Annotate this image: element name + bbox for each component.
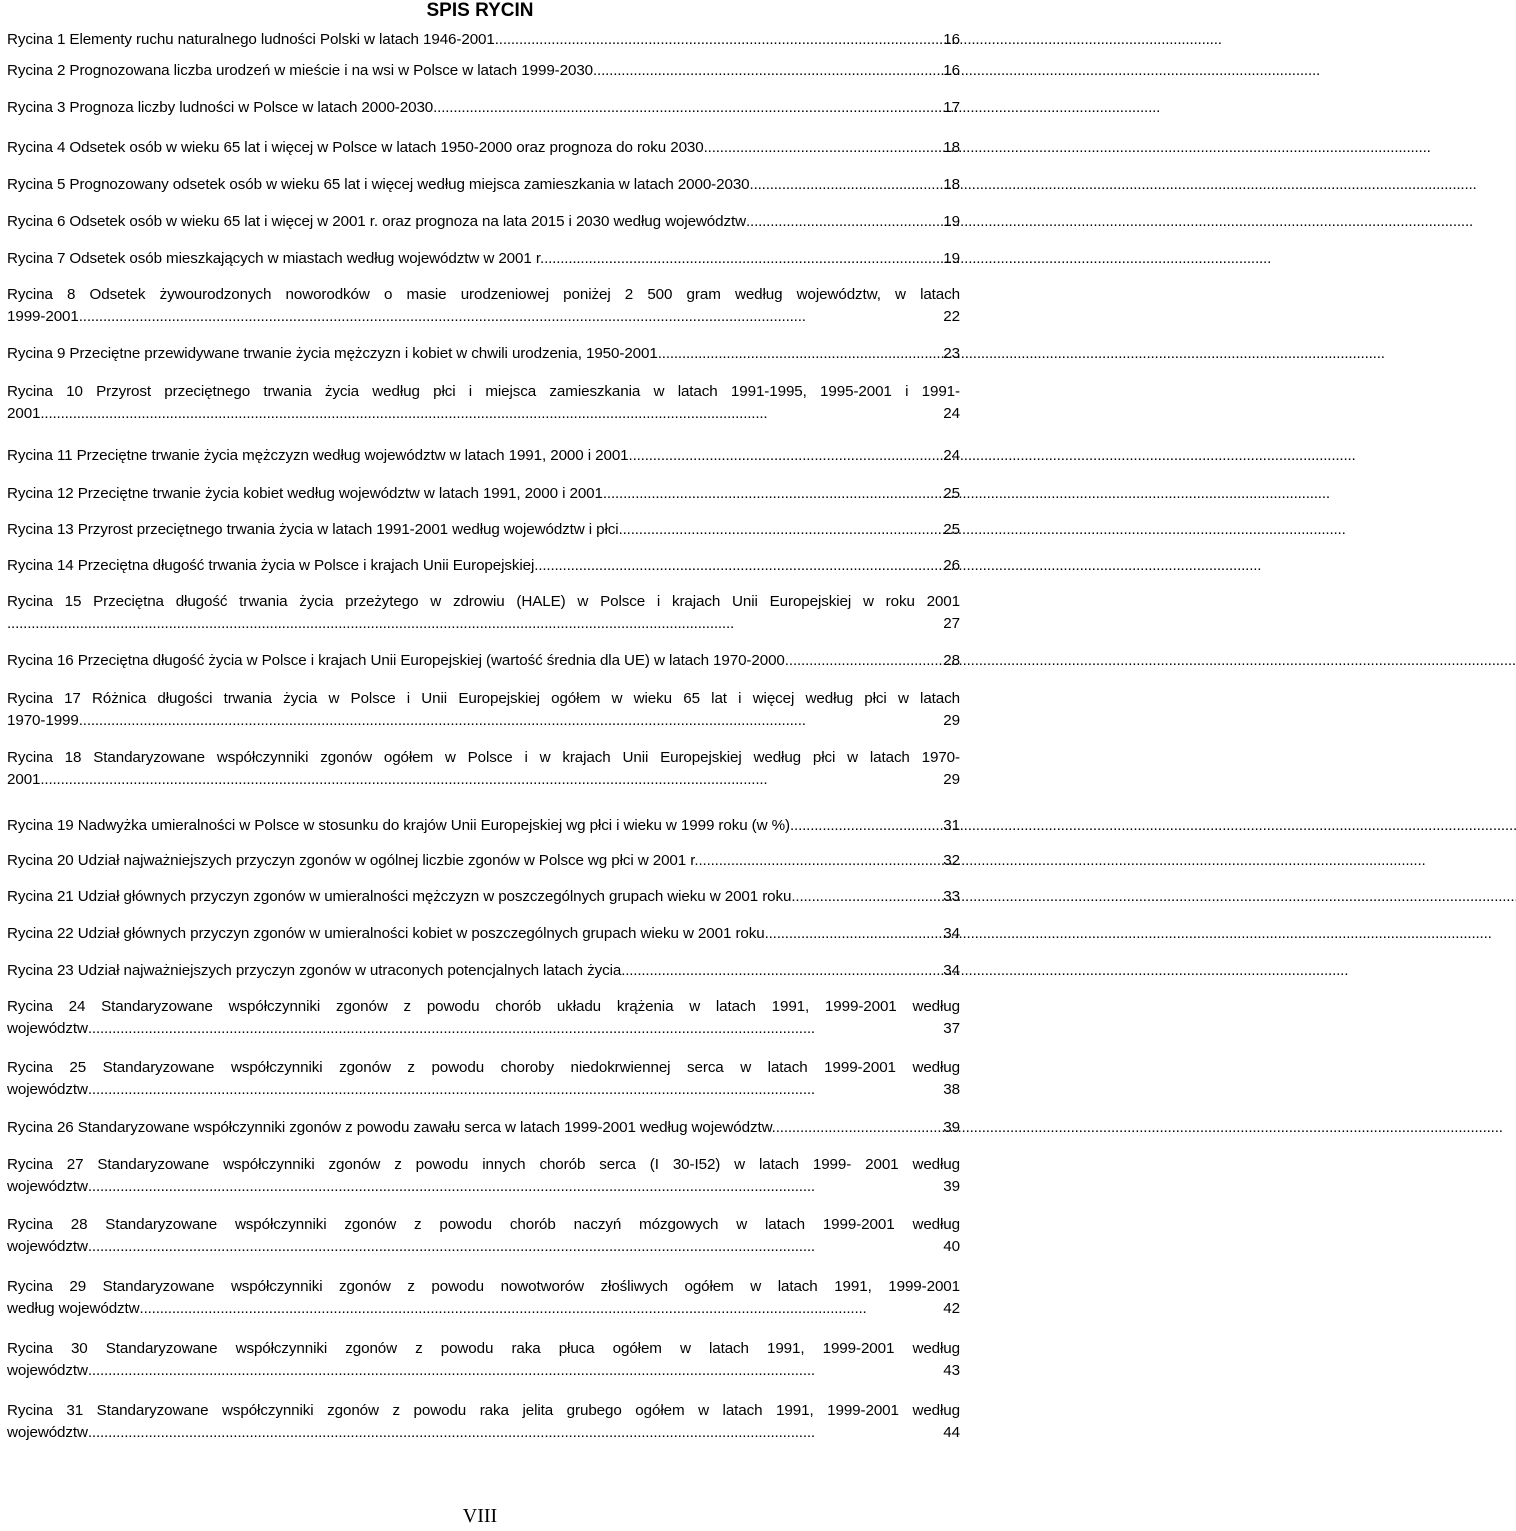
- dot-leader: [658, 343, 941, 365]
- dot-leader: [544, 248, 940, 270]
- toc-entry[interactable]: [7, 1057, 960, 1101]
- toc-entry[interactable]: [7, 1154, 960, 1198]
- toc-entry-label: Rycina 22 Udział głównych przyczyn zgonów w umieralności kobiet w poszczególnych grupach wieku w 2001 roku: [7, 925, 765, 942]
- toc-entry-row: [7, 1117, 960, 1139]
- toc-entry-label: Rycina 16 Przeciętna długość życia w Polsce i krajach Unii Europejskiej (wartość średnia dla UE) w latach 1970-2000.: [7, 652, 789, 669]
- dot-leader: [790, 815, 940, 837]
- toc-entry-label: Rycina 1 Elementy ruchu naturalnego ludności Polski w latach 1946-2001: [7, 31, 495, 48]
- toc-entry[interactable]: [7, 960, 960, 982]
- toc-entry-label: Rycina 2 Prognozowana liczba urodzeń w mieście i na wsi w Polsce w latach 1999-2030: [7, 62, 594, 79]
- dot-leader: [704, 137, 941, 159]
- toc-entry-row: [7, 1298, 960, 1320]
- toc-entry-title-line: Rycina 31 Standaryzowane współczynniki zgonów z powodu raka jelita grubego ogółem w latach 1991, 1999-2001 według: [7, 1402, 960, 1419]
- dot-leader: [791, 886, 940, 908]
- toc-entry-title-line: Rycina 24 Standaryzowane współczynniki zgonów z powodu chorób układu krążenia w latach 1991, 1999-2001 według: [7, 998, 960, 1015]
- toc-entry-row: [7, 613, 960, 635]
- toc-entry-page-number: 19: [943, 213, 960, 230]
- toc-entry-label: Rycina 26 Standaryzowane współczynniki zgonów z powodu zawału serca w latach 1999-2001 według województw.: [7, 1119, 776, 1136]
- dot-leader: [746, 211, 940, 233]
- toc-entry[interactable]: [7, 650, 960, 672]
- dot-leader: [699, 850, 941, 872]
- toc-entry-page-number: 18: [943, 139, 960, 156]
- toc-entry[interactable]: [7, 850, 960, 872]
- toc-entry-label: Rycina 19 Nadwyżka umieralności w Polsce w stosunku do krajów Unii Europejskiej wg płci i wieku w 1999 roku (w %): [7, 817, 790, 834]
- toc-entry[interactable]: [7, 1276, 960, 1320]
- page-number-footer: VIII: [462, 1505, 498, 1527]
- dot-leader: [765, 923, 941, 945]
- toc-entry-row: [7, 174, 960, 196]
- toc-entry-page-number: 42: [943, 1300, 960, 1317]
- toc-entry[interactable]: [7, 60, 960, 82]
- toc-entry-label: Rycina 21 Udział głównych przyczyn zgonów w umieralności mężczyzn w poszczególnych grupach wieku w 2001 roku: [7, 888, 792, 905]
- dot-leader: [88, 1176, 940, 1198]
- toc-entry[interactable]: [7, 747, 960, 791]
- toc-entry-row: [7, 60, 960, 82]
- toc-entry[interactable]: [7, 483, 960, 505]
- toc-entry-row: [7, 769, 960, 791]
- toc-entry[interactable]: [7, 343, 960, 365]
- toc-entry-page-number: 34: [943, 962, 960, 979]
- toc-entry-page-number: 38: [943, 1081, 960, 1098]
- dot-leader: [495, 29, 941, 51]
- toc-entry-page-number: 33: [943, 888, 960, 905]
- dot-leader: [79, 306, 941, 328]
- toc-entry-row: [7, 1018, 960, 1040]
- dot-leader: [40, 769, 940, 791]
- toc-entry-page-number: 39: [943, 1119, 960, 1136]
- toc-entry-row: [7, 555, 960, 577]
- toc-entry[interactable]: [7, 174, 960, 196]
- toc-entry-row: [7, 445, 960, 467]
- toc-entry[interactable]: [7, 996, 960, 1040]
- toc-entry[interactable]: [7, 519, 960, 541]
- dot-leader: [140, 1298, 941, 1320]
- toc-entry-label: województw: [7, 1178, 88, 1195]
- dot-leader: [593, 60, 940, 82]
- dot-leader: [603, 483, 940, 505]
- toc-entry[interactable]: [7, 137, 960, 159]
- toc-entry[interactable]: [7, 1400, 960, 1444]
- toc-entry[interactable]: [7, 923, 960, 945]
- dot-leader: [621, 960, 940, 982]
- toc-entry[interactable]: [7, 284, 960, 328]
- toc-entry-page-number: 31: [943, 817, 960, 834]
- toc-entry-page-number: 16: [943, 31, 960, 48]
- toc-entry-row: [7, 29, 960, 51]
- toc-entry[interactable]: [7, 97, 960, 119]
- toc-entry[interactable]: [7, 886, 960, 908]
- toc-entry-title-line: Rycina 27 Standaryzowane współczynniki zgonów z powodu innych chorób serca (I 30-I52) w latach 1999- 2001 według: [7, 1156, 960, 1173]
- page-title: SPIS RYCIN: [426, 0, 534, 21]
- toc-entry-label: Rycina 14 Przeciętna długość trwania życia w Polsce i krajach Unii Europejskiej: [7, 557, 535, 574]
- toc-entry-label: 1999-2001: [7, 308, 79, 325]
- toc-entry-page-number: 28: [943, 652, 960, 669]
- toc-entry-row: [7, 960, 960, 982]
- toc-entry-label: województw: [7, 1081, 88, 1098]
- toc-entry-page-number: 24: [943, 447, 960, 464]
- dot-leader: [88, 1236, 940, 1258]
- toc-entry-row: [7, 815, 960, 837]
- toc-entry-page-number: 29: [943, 712, 960, 729]
- toc-entry-page-number: 27: [943, 615, 960, 632]
- toc-entry[interactable]: [7, 591, 960, 635]
- toc-entry-row: [7, 211, 960, 233]
- toc-entry-page-number: 40: [943, 1238, 960, 1255]
- toc-entry-row: [7, 923, 960, 945]
- toc-entry-label: Rycina 3 Prognoza liczby ludności w Polsce w latach 2000-2030: [7, 99, 434, 116]
- toc-entry-label: według województw: [7, 1300, 140, 1317]
- toc-entry[interactable]: [7, 248, 960, 270]
- toc-entry-label: Rycina 12 Przeciętne trwanie życia kobiet według województw w latach 1991, 2000 i 2001: [7, 485, 603, 502]
- toc-entry-label: województw: [7, 1020, 88, 1037]
- toc-entry-page-number: 23: [943, 345, 960, 362]
- toc-entry-row: [7, 306, 960, 328]
- toc-entry-page-number: 43: [943, 1362, 960, 1379]
- toc-entry-row: [7, 710, 960, 732]
- toc-entry-row: [7, 483, 960, 505]
- dot-leader: [88, 1018, 940, 1040]
- toc-entry-title-line: Rycina 25 Standaryzowane współczynniki zgonów z powodu choroby niedokrwiennej serca w latach 1999-2001 według: [7, 1059, 960, 1076]
- toc-entry-label: Rycina 23 Udział najważniejszych przyczyn zgonów w utraconych potencjalnych latach życia: [7, 962, 622, 979]
- dot-leader: [629, 445, 941, 467]
- toc-entry-page-number: 44: [943, 1424, 960, 1441]
- toc-entry-row: [7, 519, 960, 541]
- toc-entry-title-line: Rycina 28 Standaryzowane współczynniki zgonów z powodu chorób naczyń mózgowych w latach 1999-2001 według: [7, 1216, 960, 1233]
- dot-leader: [88, 1422, 940, 1444]
- toc-entry[interactable]: [7, 815, 960, 837]
- toc-entry-title-line: Rycina 30 Standaryzowane współczynniki zgonów z powodu raka płuca ogółem w latach 1991, 1999-2001 według: [7, 1340, 960, 1357]
- toc-entry-row: [7, 1176, 960, 1198]
- toc-entry-row: [7, 403, 960, 425]
- toc-entry-label: Rycina 9 Przeciętne przewidywane trwanie życia mężczyzn i kobiet w chwili urodzenia, 1950-2001: [7, 345, 658, 362]
- toc-entry-label: województw: [7, 1238, 88, 1255]
- toc-entry-row: [7, 1422, 960, 1444]
- toc-entry[interactable]: [7, 1338, 960, 1382]
- toc-entry-row: [7, 343, 960, 365]
- toc-entry[interactable]: [7, 381, 960, 425]
- toc-entry-label: 2001: [7, 771, 41, 788]
- toc-entry[interactable]: [7, 555, 960, 577]
- dot-leader: [40, 403, 940, 425]
- toc-entry-label: Rycina 6 Odsetek osób w wieku 65 lat i więcej w 2001 r. oraz prognoza na lata 2015 i 2030 według województw: [7, 213, 746, 230]
- toc-entry[interactable]: [7, 1214, 960, 1258]
- toc-entry-row: [7, 137, 960, 159]
- toc-entry-title-line: Rycina 15 Przeciętna długość trwania życia przeżytego w zdrowiu (HALE) w Polsce i krajach Unii Europejskiej w roku 2001: [7, 593, 960, 610]
- toc-entry-row: [7, 1236, 960, 1258]
- toc-entry-page-number: 25: [943, 521, 960, 538]
- toc-entry-row: [7, 97, 960, 119]
- toc-entry-page-number: 34: [943, 925, 960, 942]
- toc-entry-title-line: Rycina 29 Standaryzowane współczynniki zgonów z powodu nowotworów złośliwych ogółem w latach 1991, 1999-2001: [7, 1278, 960, 1295]
- toc-entry-label: 1970-1999: [7, 712, 79, 729]
- toc-entry-label: Rycina 11 Przeciętne trwanie życia mężczyzn według województw w latach 1991, 2000 i 2001: [7, 447, 629, 464]
- toc-entry[interactable]: [7, 29, 960, 51]
- dot-leader: [433, 97, 940, 119]
- toc-entry-label: Rycina 5 Prognozowany odsetek osób w wieku 65 lat i więcej według miejsca zamieszkania w latach 2000-2030: [7, 176, 750, 193]
- toc-entry[interactable]: [7, 211, 960, 233]
- toc-entry-page-number: 16: [943, 62, 960, 79]
- toc-entry-row: [7, 850, 960, 872]
- toc-entry-label: Rycina 4 Odsetek osób w wieku 65 lat i więcej w Polsce w latach 1950-2000 oraz prognoza do roku 2030: [7, 139, 704, 156]
- toc-entry-page-number: 39: [943, 1178, 960, 1195]
- toc-entry-page-number: 25: [943, 485, 960, 502]
- toc-entry-page-number: 18: [943, 176, 960, 193]
- toc-entry-page-number: 37: [943, 1020, 960, 1037]
- toc-entry-page-number: 24: [943, 405, 960, 422]
- dot-leader: [7, 613, 940, 635]
- dot-leader: [789, 650, 940, 672]
- toc-entry-label: Rycina 20 Udział najważniejszych przyczyn zgonów w ogólnej liczbie zgonów w Polsce wg płci w 2001 r.: [7, 852, 699, 869]
- toc-entry[interactable]: [7, 1117, 960, 1139]
- dot-leader: [88, 1360, 940, 1382]
- dot-leader: [619, 519, 941, 541]
- toc-entry-page-number: 32: [943, 852, 960, 869]
- toc-entry-title-line: Rycina 10 Przyrost przeciętnego trwania życia według płci i miejsca zamieszkania w latach 1991-1995, 1995-2001 i 1991-: [7, 383, 960, 400]
- toc-entry-label: województw: [7, 1424, 88, 1441]
- dot-leader: [776, 1117, 941, 1139]
- toc-entry[interactable]: [7, 688, 960, 732]
- dot-leader: [750, 174, 941, 196]
- dot-leader: [88, 1079, 940, 1101]
- dot-leader: [79, 710, 941, 732]
- toc-entry-title-line: Rycina 8 Odsetek żywourodzonych noworodków o masie urodzeniowej poniżej 2 500 gram według województw, w latach: [7, 286, 960, 303]
- toc-entry-page-number: 19: [943, 250, 960, 267]
- toc-entry-title-line: Rycina 17 Różnica długości trwania życia w Polsce i Unii Europejskiej ogółem w wieku 65 lat i więcej według płci w latach: [7, 690, 960, 707]
- toc-entry-page-number: 26: [943, 557, 960, 574]
- toc-entry-page-number: 29: [943, 771, 960, 788]
- toc-entry-label: Rycina 13 Przyrost przeciętnego trwania życia w latach 1991-2001 według województw i płci: [7, 521, 619, 538]
- toc-entry-label: 2001: [7, 405, 41, 422]
- toc-entry-row: [7, 886, 960, 908]
- toc-entry-row: [7, 1079, 960, 1101]
- toc-entry-row: [7, 248, 960, 270]
- toc-entry-row: [7, 1360, 960, 1382]
- toc-entry-page-number: 22: [943, 308, 960, 325]
- toc-entry-label: Rycina 7 Odsetek osób mieszkających w miastach według województw w 2001 r.: [7, 250, 545, 267]
- toc-entry[interactable]: [7, 445, 960, 467]
- toc-entry-title-line: Rycina 18 Standaryzowane współczynniki zgonów ogółem w Polsce i w krajach Unii Europejskiej według płci w latach 1970-: [7, 749, 960, 766]
- toc-entry-page-number: 17: [943, 99, 960, 116]
- toc-entry-label: województw: [7, 1362, 88, 1379]
- toc-entry-row: [7, 650, 960, 672]
- dot-leader: [534, 555, 940, 577]
